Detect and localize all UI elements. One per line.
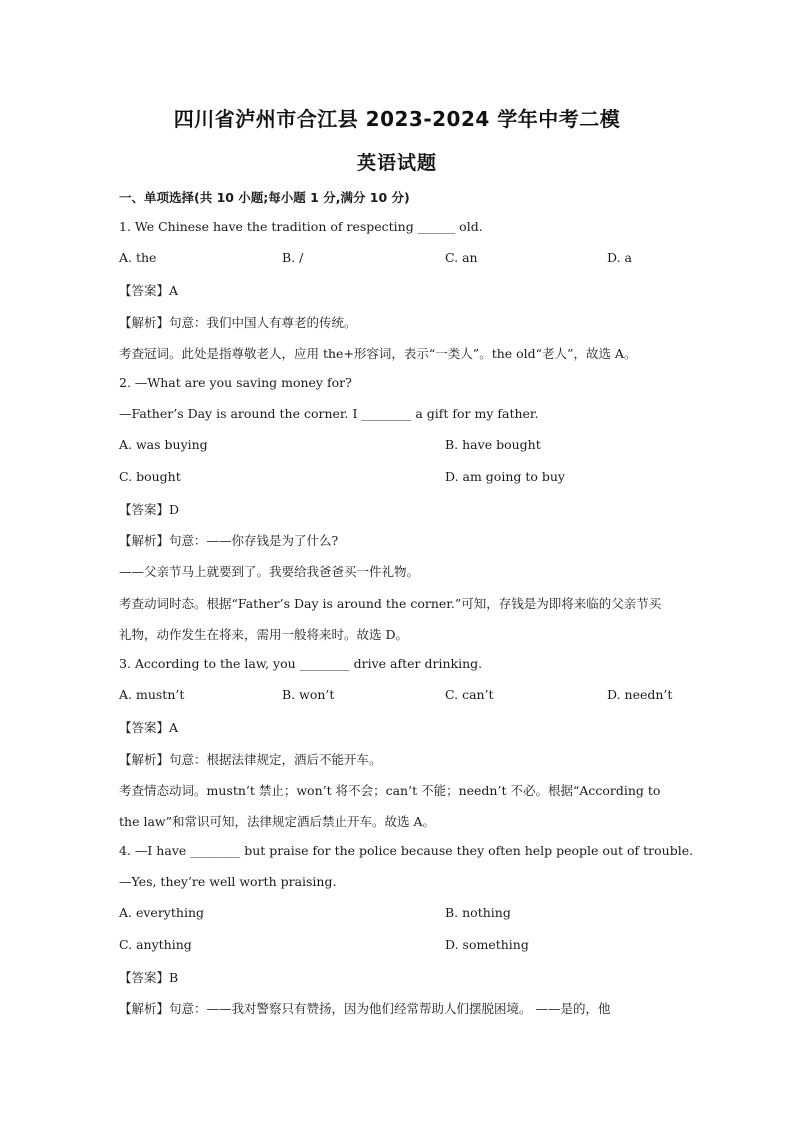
q2-answer: 【答案】D <box>119 502 180 517</box>
q2-explanation-line2: 礼物，动作发生在将来，需用一般将来时。故选 D。 <box>119 627 408 642</box>
q2-analysis: 【解析】句意：——你存钱是为了什么? <box>119 533 339 548</box>
q1-explanation: 考查冠词。此处是指尊敬老人，应用 the+形容词，表示“一类人”。the old“老人”，故选 A。 <box>119 346 637 361</box>
q4-option-c: C. anything <box>119 937 192 952</box>
q2-stem-line1: 2. —What are you saving money for? <box>119 375 352 390</box>
q1-analysis: 【解析】句意：我们中国人有尊老的传统。 <box>119 315 357 330</box>
q2-option-a: A. was buying <box>119 437 208 452</box>
document-title: 四川省泸州市合江县 2023-2024 学年中考二模 <box>173 107 621 131</box>
q1-stem: 1. We Chinese have the tradition of respecting ______ old. <box>119 219 483 234</box>
section-heading: 一、单项选择(共 10 小题;每小题 1 分,满分 10 分) <box>119 190 410 205</box>
q3-option-b: B. won’t <box>282 687 335 702</box>
q1-answer: 【答案】A <box>119 283 179 298</box>
q1-option-a: A. the <box>119 250 157 265</box>
q1-option-d: D. a <box>607 250 632 265</box>
q3-stem: 3. According to the law, you ________ drive after drinking. <box>119 656 483 671</box>
q4-stem-line1: 4. —I have ________ but praise for the police because they often help people out of trouble. <box>119 843 694 858</box>
q2-option-d: D. am going to buy <box>445 469 565 484</box>
q1-option-b: B. / <box>282 250 304 265</box>
q4-option-a: A. everything <box>119 905 204 920</box>
q3-analysis: 【解析】句意：根据法律规定，酒后不能开车。 <box>119 752 382 767</box>
q4-analysis: 【解析】句意：——我对警察只有赞扬，因为他们经常帮助人们摆脱困境。 ——是的，他 <box>119 1001 611 1016</box>
q4-stem-line2: —Yes, they’re well worth praising. <box>119 874 337 889</box>
q2-stem-line2: —Father’s Day is around the corner. I ________ a gift for my father. <box>119 406 539 421</box>
q2-analysis-line2: ——父亲节马上就要到了。我要给我爸爸买一件礼物。 <box>119 564 420 579</box>
q4-answer: 【答案】B <box>119 970 179 985</box>
q2-option-c: C. bought <box>119 469 181 484</box>
q1-option-c: C. an <box>445 250 478 265</box>
document-subtitle: 英语试题 <box>356 152 437 174</box>
q4-option-b: B. nothing <box>445 905 511 920</box>
q3-option-d: D. needn’t <box>607 687 673 702</box>
q3-explanation-line1: 考查情态动词。mustn’t 禁止；won’t 将不会；can’t 不能；needn’t 不必。根据“According to <box>119 783 661 798</box>
q2-option-b: B. have bought <box>445 437 541 452</box>
q3-answer: 【答案】A <box>119 720 179 735</box>
q2-explanation-line1: 考查动词时态。根据“Father’s Day is around the corner.”可知，存钱是为即将来临的父亲节买 <box>119 596 662 611</box>
q3-option-a: A. mustn’t <box>119 687 185 702</box>
q4-option-d: D. something <box>445 937 529 952</box>
q3-option-c: C. can’t <box>445 687 494 702</box>
q3-explanation-line2: the law”和常识可知，法律规定酒后禁止开车。故选 A。 <box>119 814 435 829</box>
